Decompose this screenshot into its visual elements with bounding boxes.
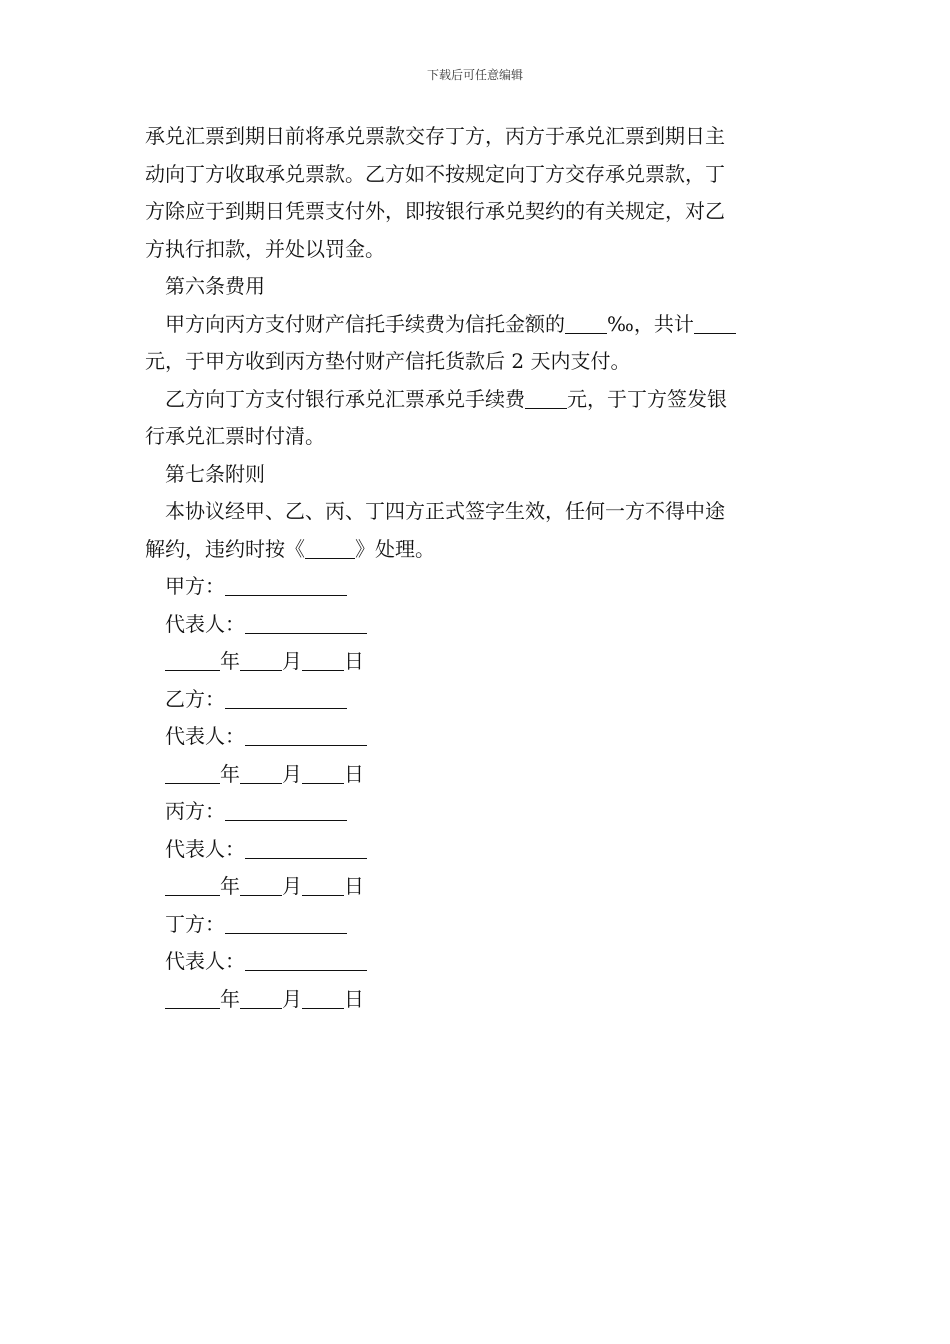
month-blank <box>240 988 282 1009</box>
paragraph-line: 动向丁方收取承兑票款。乙方如不按规定向丁方交存承兑票款，丁 <box>145 161 725 186</box>
signature-blank <box>245 725 367 746</box>
year-label: 年 <box>220 649 240 673</box>
day-blank <box>302 875 344 896</box>
month-label: 月 <box>282 986 302 1011</box>
representative-label: 代表人： <box>165 949 245 973</box>
party-label: 丙方： <box>165 799 225 823</box>
year-blank <box>165 988 220 1009</box>
blank-line <box>565 313 607 334</box>
article-6-title: 第六条费用 <box>165 274 265 298</box>
document-body <box>145 118 807 1018</box>
party-b-representative <box>145 718 807 756</box>
representative-label: 代表人： <box>165 836 245 861</box>
representative-label: 代表人： <box>165 724 245 748</box>
party-d-date <box>145 981 807 1019</box>
rules-paragraph-line-2 <box>145 531 807 569</box>
page-header-note: 下载后可任意编辑 <box>426 68 523 82</box>
party-a-signature <box>145 568 807 606</box>
signature-blank <box>245 838 367 859</box>
day-label: 日 <box>344 761 364 786</box>
fee-text: 乙方向丁方支付银行承兑汇票承兑手续费 <box>165 386 525 411</box>
party-d-representative <box>145 943 807 981</box>
fee-paragraph-line-4: 行承兑汇票时付清。 <box>145 424 325 448</box>
year-blank <box>165 763 220 784</box>
month-blank <box>240 875 282 896</box>
month-blank <box>240 650 282 671</box>
year-blank <box>165 650 220 671</box>
rules-paragraph-line-1: 本协议经甲、乙、丙、丁四方正式签字生效，任何一方不得中途 <box>165 499 725 523</box>
year-label: 年 <box>220 874 240 898</box>
day-label: 日 <box>344 986 364 1011</box>
party-a-date <box>145 643 807 681</box>
fee-text: 甲方向丙方支付财产信托手续费为信托金额的 <box>165 311 565 336</box>
year-label: 年 <box>220 761 240 786</box>
rules-text: 》处理。 <box>355 536 435 561</box>
paragraph-line: 方执行扣款，并处以罚金。 <box>145 236 385 261</box>
blank-line <box>525 388 567 409</box>
representative-label: 代表人： <box>165 611 245 636</box>
signature-blank <box>225 688 347 709</box>
day-blank <box>302 988 344 1009</box>
signature-blank <box>245 613 367 634</box>
fee-text: ‰，共计 <box>607 311 694 336</box>
signature-blank <box>245 950 367 971</box>
month-blank <box>240 763 282 784</box>
party-a-representative <box>145 606 807 644</box>
month-label: 月 <box>282 649 302 673</box>
blank-line <box>305 538 355 559</box>
signature-blank <box>225 575 347 596</box>
fee-paragraph-line-1 <box>145 306 807 344</box>
party-b-signature <box>145 681 807 719</box>
paragraph-line: 承兑汇票到期日前将承兑票款交存丁方，丙方于承兑汇票到期日主 <box>145 124 725 148</box>
party-b-date <box>145 756 807 794</box>
party-c-signature <box>145 793 807 831</box>
fee-paragraph-line-3 <box>145 381 807 419</box>
party-label: 甲方： <box>165 574 225 598</box>
signature-blank <box>225 800 347 821</box>
blank-line <box>694 313 736 334</box>
fee-paragraph-line-2: 元，于甲方收到丙方垫付财产信托货款后 2 天内支付。 <box>145 349 631 373</box>
party-label: 丁方： <box>165 911 225 936</box>
party-c-representative <box>145 831 807 869</box>
rules-text: 解约，违约时按《 <box>145 536 305 561</box>
year-blank <box>165 875 220 896</box>
month-label: 月 <box>282 874 302 898</box>
month-label: 月 <box>282 761 302 786</box>
year-label: 年 <box>220 986 240 1011</box>
day-label: 日 <box>344 874 364 898</box>
party-c-date <box>145 868 807 906</box>
day-blank <box>302 763 344 784</box>
day-label: 日 <box>344 649 364 673</box>
fee-text: 元，于丁方签发银 <box>567 386 727 411</box>
party-d-signature <box>145 906 807 944</box>
paragraph-line: 方除应于到期日凭票支付外，即按银行承兑契约的有关规定，对乙 <box>145 199 725 223</box>
signature-blank <box>225 913 347 934</box>
article-7-title: 第七条附则 <box>165 461 265 486</box>
day-blank <box>302 650 344 671</box>
party-label: 乙方： <box>165 686 225 711</box>
